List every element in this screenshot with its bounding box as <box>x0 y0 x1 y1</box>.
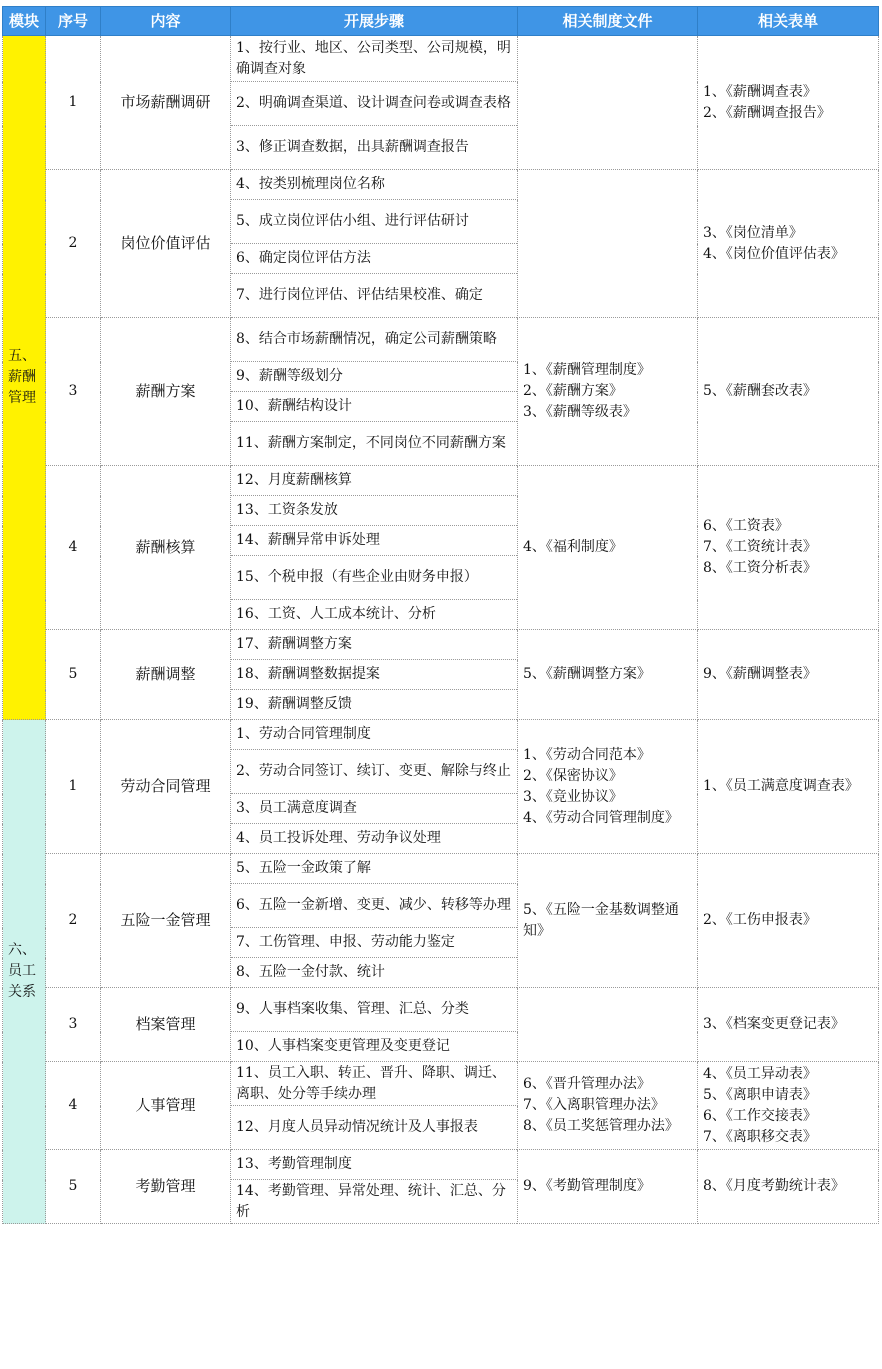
table-row <box>3 170 879 200</box>
step-cell: 8、五险一金付款、统计 <box>231 958 518 988</box>
step-cell: 19、薪酬调整反馈 <box>231 690 518 720</box>
step-cell: 10、人事档案变更管理及变更登记 <box>231 1032 518 1062</box>
forms-cell: 9、《薪酬调整表》 <box>698 630 879 720</box>
docs-cell: 6、《晋升管理办法》 7、《入离职管理办法》 8、《员工奖惩管理办法》 <box>518 1062 698 1150</box>
step-cell: 3、员工满意度调查 <box>231 794 518 824</box>
forms-cell: 3、《档案变更登记表》 <box>698 988 879 1062</box>
seq-cell: 1 <box>46 36 101 170</box>
content-cell: 考勤管理 <box>101 1150 231 1224</box>
step-cell: 7、工伤管理、申报、劳动能力鉴定 <box>231 928 518 958</box>
step-cell: 1、按行业、地区、公司类型、公司规模，明确调查对象 <box>231 36 518 82</box>
docs-cell: 5、《五险一金基数调整通知》 <box>518 854 698 988</box>
seq-cell: 1 <box>46 720 101 854</box>
step-cell: 4、按类别梳理岗位名称 <box>231 170 518 200</box>
module-cell <box>3 720 46 1224</box>
header-forms: 相关表单 <box>698 7 879 36</box>
forms-cell: 5、《薪酬套改表》 <box>698 318 879 466</box>
step-cell: 4、员工投诉处理、劳动争议处理 <box>231 824 518 854</box>
step-cell: 2、劳动合同签订、续订、变更、解除与终止 <box>231 750 518 794</box>
step-cell: 9、薪酬等级划分 <box>231 362 518 392</box>
step-cell: 17、薪酬调整方案 <box>231 630 518 660</box>
content-cell: 薪酬核算 <box>101 466 231 630</box>
header-seq: 序号 <box>46 7 101 36</box>
seq-cell: 2 <box>46 854 101 988</box>
step-cell: 18、薪酬调整数据提案 <box>231 660 518 690</box>
step-cell: 14、考勤管理、异常处理、统计、汇总、分析 <box>231 1180 518 1224</box>
seq-cell: 5 <box>46 630 101 720</box>
step-cell: 5、五险一金政策了解 <box>231 854 518 884</box>
table-row <box>3 318 879 362</box>
forms-cell: 6、《工资表》 7、《工资统计表》 8、《工资分析表》 <box>698 466 879 630</box>
table-row <box>3 988 879 1032</box>
module-cell <box>3 36 46 720</box>
forms-cell: 2、《工伤申报表》 <box>698 854 879 988</box>
docs-cell <box>518 170 698 318</box>
content-cell: 五险一金管理 <box>101 854 231 988</box>
step-cell: 1、劳动合同管理制度 <box>231 720 518 750</box>
step-cell: 6、确定岗位评估方法 <box>231 244 518 274</box>
header-docs: 相关制度文件 <box>518 7 698 36</box>
step-cell: 16、工资、人工成本统计、分析 <box>231 600 518 630</box>
step-cell: 5、成立岗位评估小组、进行评估研讨 <box>231 200 518 244</box>
hr-process-table <box>2 6 879 1224</box>
step-cell: 9、人事档案收集、管理、汇总、分类 <box>231 988 518 1032</box>
table-row <box>3 36 879 82</box>
content-cell: 档案管理 <box>101 988 231 1062</box>
table-row <box>3 1062 879 1106</box>
docs-cell: 1、《劳动合同范本》 2、《保密协议》 3、《竞业协议》 4、《劳动合同管理制度》 <box>518 720 698 854</box>
table-row <box>3 854 879 884</box>
docs-cell: 9、《考勤管理制度》 <box>518 1150 698 1224</box>
step-cell: 10、薪酬结构设计 <box>231 392 518 422</box>
header-content: 内容 <box>101 7 231 36</box>
table-row <box>3 466 879 496</box>
content-cell: 薪酬调整 <box>101 630 231 720</box>
content-cell: 市场薪酬调研 <box>101 36 231 170</box>
seq-cell: 3 <box>46 988 101 1062</box>
docs-cell <box>518 36 698 170</box>
step-cell: 12、月度薪酬核算 <box>231 466 518 496</box>
content-cell: 薪酬方案 <box>101 318 231 466</box>
step-cell: 2、明确调查渠道、设计调查问卷或调查表格 <box>231 82 518 126</box>
forms-cell: 3、《岗位清单》 4、《岗位价值评估表》 <box>698 170 879 318</box>
table-row <box>3 1150 879 1180</box>
step-cell: 11、员工入职、转正、晋升、降职、调迁、离职、处分等手续办理 <box>231 1062 518 1106</box>
step-cell: 13、工资条发放 <box>231 496 518 526</box>
table-body <box>3 36 879 1224</box>
content-cell: 劳动合同管理 <box>101 720 231 854</box>
forms-cell: 1、《员工满意度调查表》 <box>698 720 879 854</box>
seq-cell: 5 <box>46 1150 101 1224</box>
step-cell: 8、结合市场薪酬情况，确定公司薪酬策略 <box>231 318 518 362</box>
step-cell: 3、修正调查数据，出具薪酬调查报告 <box>231 126 518 170</box>
seq-cell: 4 <box>46 1062 101 1150</box>
step-cell: 14、薪酬异常申诉处理 <box>231 526 518 556</box>
step-cell: 15、个税申报（有些企业由财务申报） <box>231 556 518 600</box>
seq-cell: 2 <box>46 170 101 318</box>
forms-cell: 8、《月度考勤统计表》 <box>698 1150 879 1224</box>
content-cell: 人事管理 <box>101 1062 231 1150</box>
forms-cell: 4、《员工异动表》 5、《离职申请表》 6、《工作交接表》 7、《离职移交表》 <box>698 1062 879 1150</box>
header-steps: 开展步骤 <box>231 7 518 36</box>
content-cell: 岗位价值评估 <box>101 170 231 318</box>
step-cell: 6、五险一金新增、变更、减少、转移等办理 <box>231 884 518 928</box>
step-cell: 11、薪酬方案制定，不同岗位不同薪酬方案 <box>231 422 518 466</box>
seq-cell: 4 <box>46 466 101 630</box>
docs-cell: 4、《福利制度》 <box>518 466 698 630</box>
docs-cell <box>518 988 698 1062</box>
forms-cell: 1、《薪酬调查表》 2、《薪酬调查报告》 <box>698 36 879 170</box>
docs-cell: 5、《薪酬调整方案》 <box>518 630 698 720</box>
header-row <box>3 7 879 36</box>
seq-cell: 3 <box>46 318 101 466</box>
header-module: 模块 <box>3 7 46 36</box>
step-cell: 12、月度人员异动情况统计及人事报表 <box>231 1106 518 1150</box>
table-row <box>3 720 879 750</box>
module-name: 六、 员工 关系 <box>8 942 36 1000</box>
step-cell: 13、考勤管理制度 <box>231 1150 518 1180</box>
module-name: 五、 薪酬 管理 <box>8 348 36 406</box>
step-cell: 7、进行岗位评估、评估结果校准、确定 <box>231 274 518 318</box>
table-row <box>3 630 879 660</box>
docs-cell: 1、《薪酬管理制度》 2、《薪酬方案》 3、《薪酬等级表》 <box>518 318 698 466</box>
